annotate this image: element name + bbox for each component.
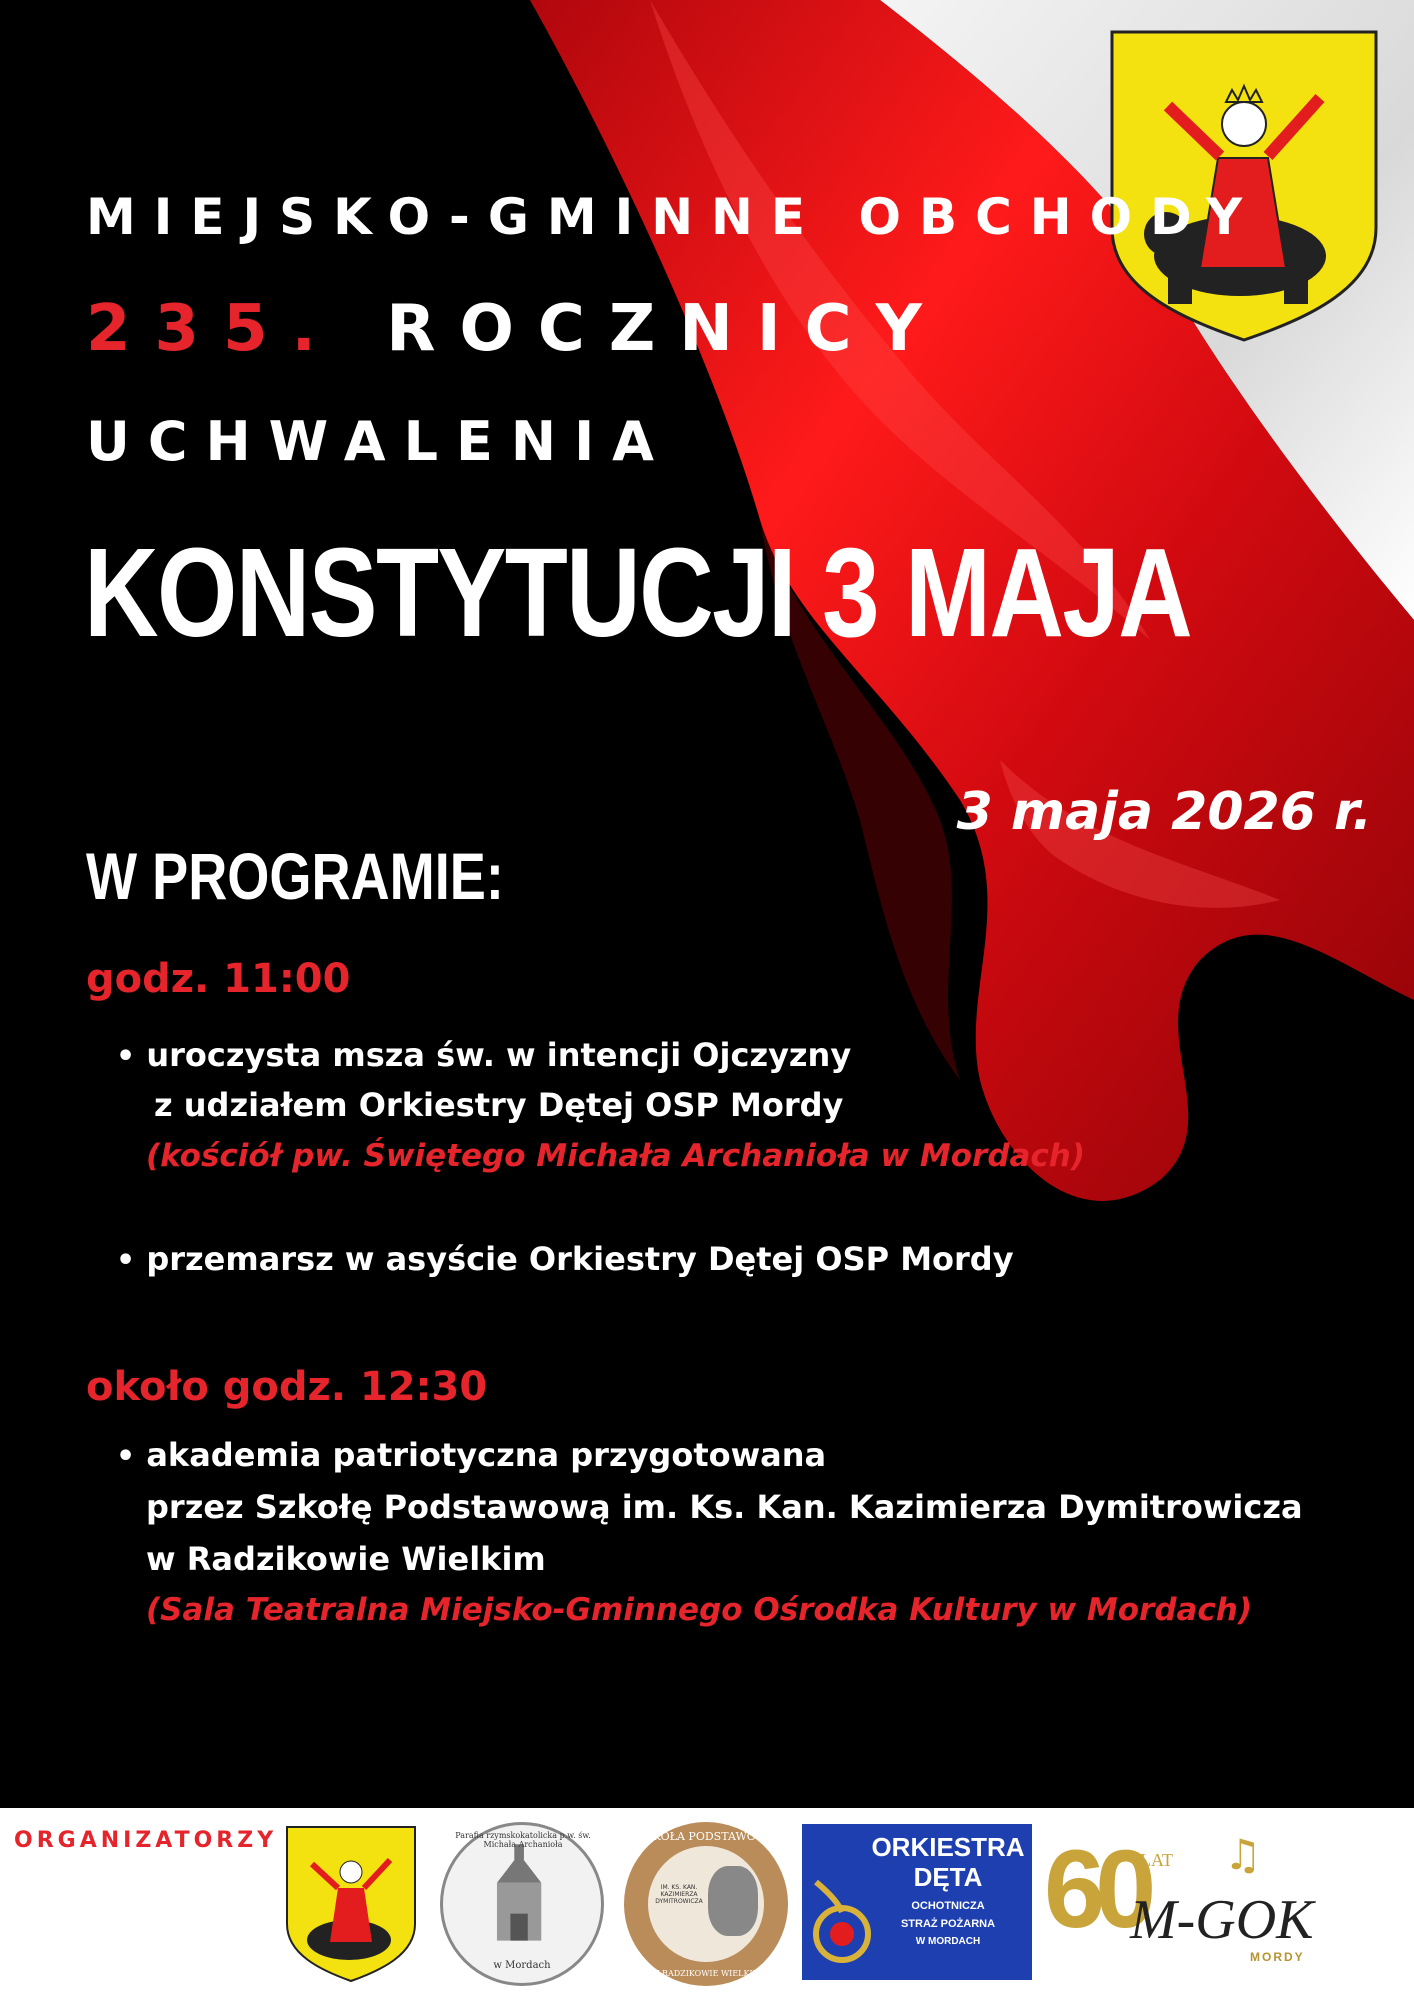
organizers-footer (0, 1808, 1414, 2000)
anniversary-word: ROCZNICY (386, 292, 946, 366)
school-logo-center: IM. KS. KAN. KAZIMIERZA DYMITROWICZA (655, 1884, 703, 1905)
parish-logo-bottom: w Mordach (493, 1960, 551, 1971)
header-line-1 (86, 188, 1260, 246)
program-item-3-location: (Sala Teatralna Miejsko-Gminnego Ośrodka Kultury w Mordach) (146, 1592, 1253, 1628)
parish-logo (440, 1822, 604, 1986)
brass-band-logo (802, 1824, 1032, 1980)
main-title: KONSTYTUCJI 3 MAJA (84, 522, 1192, 663)
header-line-2 (86, 292, 946, 366)
theater-masks-icon: ♫ (1224, 1830, 1262, 1879)
parish-logo-text: Parafia rzymskokatolicka p.w. św. Michała Archanioła (455, 1831, 591, 1849)
program-item-1-line-1 (116, 1036, 851, 1074)
bullet-icon: • (116, 1439, 136, 1474)
program-item-2 (116, 1240, 1014, 1278)
program-item-2-text: przemarsz w asyście Orkiestry Dętej OSP Mordy (146, 1240, 1014, 1278)
band-logo-line-4: STRAŻ POŻARNA (900, 1918, 996, 1930)
program-item-3-line-3: w Radzikowie Wielkim (146, 1540, 546, 1578)
band-logo-line-5: W MORDACH (915, 1936, 981, 1947)
horn-icon (808, 1872, 878, 1972)
program-item-1-line-2: z udziałem Orkiestry Dętej OSP Mordy (154, 1086, 844, 1124)
mgok-years: 60 (1044, 1828, 1147, 1951)
mgok-lat: LAT (1140, 1850, 1173, 1870)
program-item-3-text-1: akademia patriotyczna przygotowana (146, 1436, 827, 1474)
program-heading: W PROGRAMIE: (86, 839, 504, 913)
bullet-icon: • (116, 1243, 136, 1278)
program-item-3-line-1 (116, 1436, 826, 1474)
program-item-1-location: (kościół pw. Świętego Michała Archanioła w Mordach) (146, 1138, 1086, 1174)
header-line-1-part-2: OBCHODY (858, 188, 1261, 246)
program-time-1: godz. 11:00 (86, 956, 351, 1002)
coat-of-arms-small-logo (284, 1824, 418, 1984)
portrait-icon (708, 1866, 758, 1936)
event-date: 3 maja 2026 r. (956, 782, 1372, 842)
program-item-1-text-1: uroczysta msza św. w intencji Ojczyzny (146, 1036, 852, 1074)
program-time-2: około godz. 12:30 (86, 1364, 488, 1410)
school-logo-bottom: W RADZIKOWIE WIELKIM (651, 1969, 761, 1978)
school-logo (624, 1822, 788, 1986)
coat-of-arms-logo (1108, 28, 1380, 344)
mgok-name: M-GOK (1130, 1889, 1314, 1951)
band-logo-line-2: DĘTA (913, 1862, 983, 1892)
header-line-3: UCHWALENIA (86, 410, 672, 473)
mgok-logo (1044, 1826, 1344, 1980)
program-item-3-line-2: przez Szkołę Podstawową im. Ks. Kan. Kazimierza Dymitrowicza (146, 1488, 1303, 1526)
band-logo-line-1: ORKIESTRA (871, 1832, 1025, 1862)
header-line-1-part-1: MIEJSKO-GMINNE (86, 188, 824, 246)
band-logo-line-3: OCHOTNICZA (911, 1900, 985, 1912)
bullet-icon: • (116, 1039, 136, 1074)
anniversary-number: 235. (86, 292, 340, 366)
mgok-city: MORDY (1250, 1950, 1305, 1964)
organizers-label: ORGANIZATORZY (14, 1828, 278, 1853)
school-logo-top: SZKOŁA PODSTAWOWA (637, 1830, 775, 1843)
